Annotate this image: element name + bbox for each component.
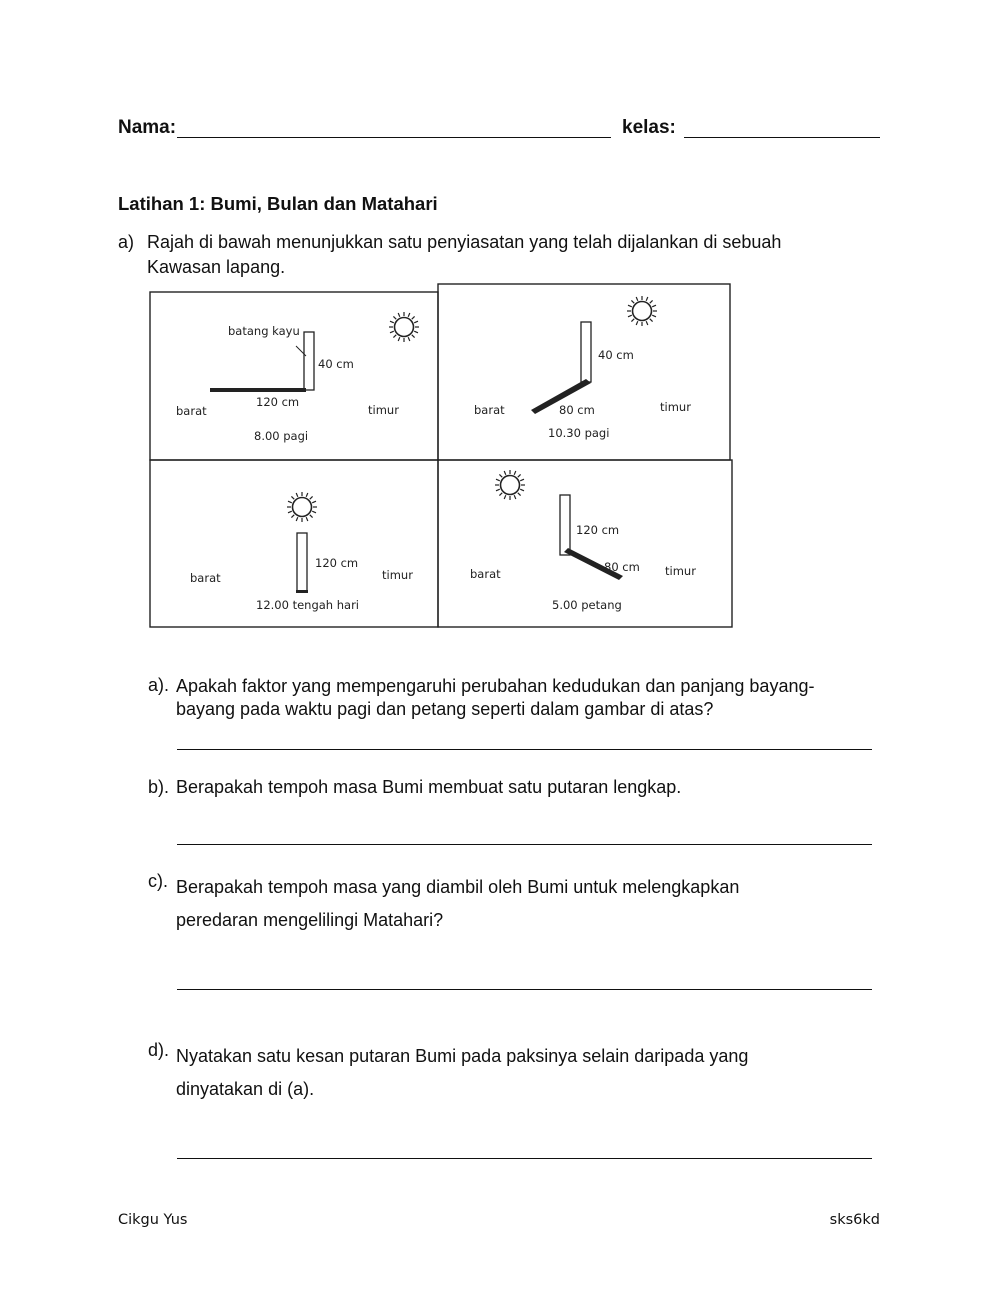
west-label: barat: [190, 571, 221, 585]
panel-1: [176, 312, 419, 443]
height-label: 120 cm: [315, 556, 359, 570]
east-label: timur: [665, 564, 696, 578]
footer-author: Cikgu Yus: [118, 1212, 188, 1228]
height-label: 120 cm: [576, 523, 620, 537]
west-label: barat: [474, 403, 505, 417]
time-label: 12.00 tengah hari: [256, 598, 360, 612]
sun-icon: [389, 312, 419, 342]
class-label: kelas:: [622, 117, 676, 138]
height-label: 40 cm: [318, 357, 354, 371]
question-c-line-1: Berapakah tempoh masa yang diambil oleh Bumi untuk melengkapkan: [176, 877, 740, 897]
sun-icon: [495, 470, 525, 500]
question-a-text: [176, 675, 876, 721]
question-d-text: [176, 1040, 876, 1106]
shadow-experiment-diagram: [148, 282, 734, 629]
intro-line-2: Kawasan lapang.: [147, 257, 286, 277]
question-a-line-1: Apakah faktor yang mempengaruhi perubahan kedudukan dan panjang bayang-: [176, 676, 815, 696]
sun-icon: [287, 492, 317, 522]
time-label: 5.00 petang: [552, 598, 622, 612]
time-label: 10.30 pagi: [548, 426, 610, 440]
question-a: [148, 675, 878, 727]
question-d-line-1: Nyatakan satu kesan putaran Bumi pada paksinya selain daripada yang: [176, 1046, 749, 1066]
stick-label: batang kayu: [228, 324, 300, 338]
question-c-line-2: peredaran mengelilingi Matahari?: [176, 910, 444, 930]
wooden-stick: [560, 495, 570, 555]
question-d-label: d).: [148, 1040, 170, 1060]
question-a-label: a).: [148, 675, 170, 695]
footer-code: sks6kd: [829, 1212, 880, 1228]
wooden-stick: [304, 332, 314, 390]
panel-3: [190, 492, 413, 612]
sun-icon: [627, 296, 657, 326]
east-label: timur: [368, 403, 399, 417]
west-label: barat: [470, 567, 501, 581]
time-label: 8.00 pagi: [254, 429, 309, 443]
panel-2: [474, 296, 691, 440]
question-d: [148, 1040, 878, 1104]
name-label: Nama:: [118, 117, 177, 138]
class-field-line[interactable]: [684, 137, 880, 138]
question-c: [148, 871, 878, 935]
shadow-bar: [296, 590, 308, 593]
answer-line-c[interactable]: [177, 989, 872, 990]
height-label: 40 cm: [598, 348, 634, 362]
answer-line-b[interactable]: [177, 844, 872, 845]
panel-4: [470, 470, 696, 612]
shadow-length-label: 80 cm: [559, 403, 595, 417]
intro-label: a): [118, 232, 135, 252]
question-a-line-2: bayang pada waktu pagi dan petang seperti dalam gambar di atas?: [176, 699, 714, 719]
wooden-stick: [297, 533, 307, 591]
question-d-line-2: dinyatakan di (a).: [176, 1079, 315, 1099]
shadow-length-label: 120 cm: [256, 395, 300, 409]
wooden-stick: [581, 322, 591, 382]
intro-line-1: Rajah di bawah menunjukkan satu penyiasatan yang telah dijalankan di sebuah: [147, 232, 782, 252]
question-c-label: c).: [148, 871, 168, 891]
west-label: barat: [176, 404, 207, 418]
shadow-bar: [210, 388, 306, 392]
question-b-text: Berapakah tempoh masa Bumi membuat satu putaran lengkap.: [176, 777, 682, 797]
question-b-label: b).: [148, 777, 170, 797]
east-label: timur: [660, 400, 691, 414]
question-b: [148, 777, 878, 803]
question-c-text: [176, 871, 876, 937]
section-title: Latihan 1: Bumi, Bulan dan Matahari: [118, 193, 438, 214]
answer-line-a[interactable]: [177, 749, 872, 750]
answer-line-d[interactable]: [177, 1158, 872, 1159]
intro-text: [147, 230, 867, 280]
shadow-length-label: 80 cm: [604, 560, 640, 574]
name-field-line[interactable]: [177, 137, 611, 138]
east-label: timur: [382, 568, 413, 582]
